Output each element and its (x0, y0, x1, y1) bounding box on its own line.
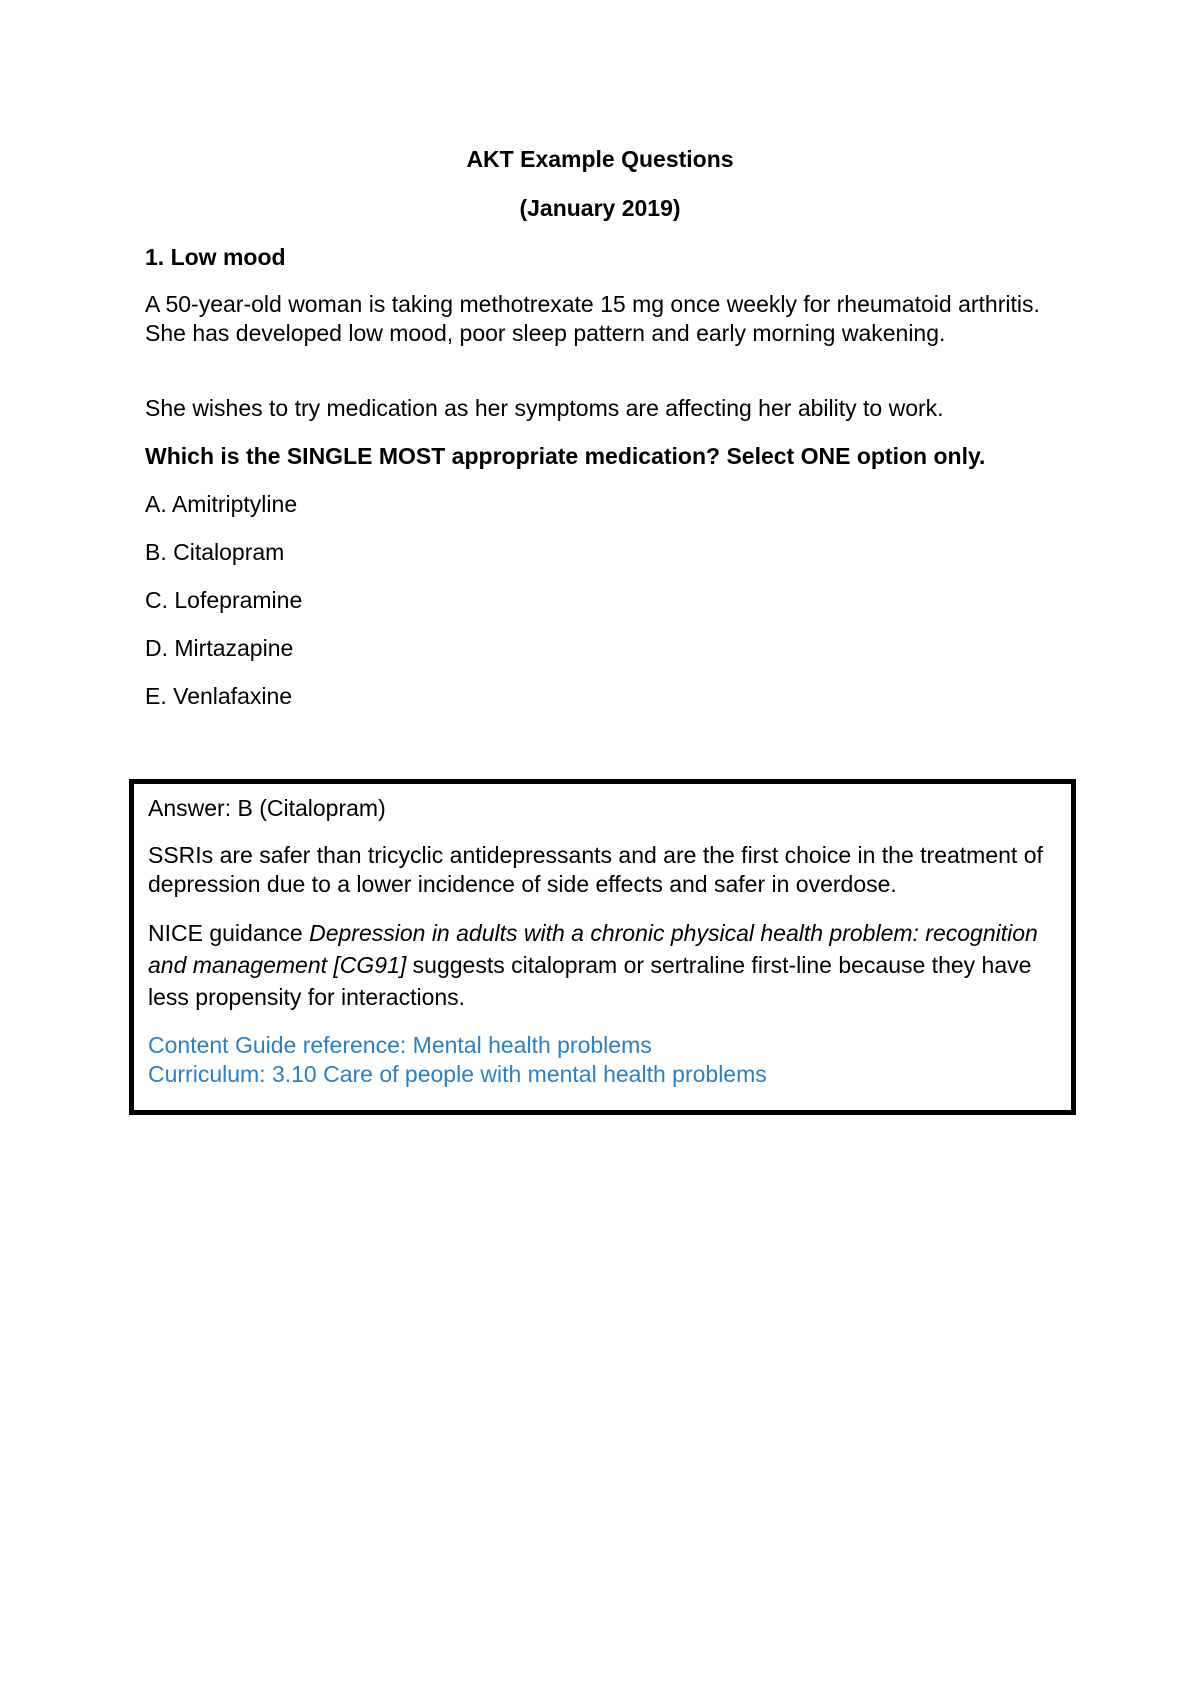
nice-suffix: suggests citalopram or sertraline first-line because they have less propensity for interactions. (148, 952, 1032, 1010)
answer-box (129, 779, 1076, 1115)
curriculum-reference: Curriculum: 3.10 Care of people with mental health problems (148, 1061, 767, 1087)
option-b: B. Citalopram (145, 539, 285, 565)
question-stem-continued: She wishes to try medication as her symptoms are affecting her ability to work. (145, 395, 944, 421)
option-e: E. Venlafaxine (145, 683, 293, 709)
answer-content (148, 794, 1058, 1089)
question-stem: A 50-year-old woman is taking methotrexate 15 mg once weekly for rheumatoid arthritis. She has developed low mood, poor sleep pattern and early morning wakening. (145, 291, 1040, 346)
option-a: A. Amitriptyline (145, 491, 298, 517)
answer-line: Answer: B (Citalopram) (148, 795, 386, 821)
nice-guideline-title: Depression in adults with a chronic physical health problem: recognition and management [CG91] (148, 920, 1038, 978)
references (148, 1031, 1058, 1089)
option-c: C. Lofepramine (145, 587, 303, 613)
option-d: D. Mirtazapine (145, 635, 294, 661)
nice-guidance (148, 917, 1058, 1013)
answer-explanation: SSRIs are safer than tricyclic antidepressants and are the first choice in the treatment of depression due to a lower incidence of side effects and safer in overdose. (148, 842, 1043, 897)
nice-prefix: NICE guidance (148, 920, 310, 946)
question-heading: 1. Low mood (145, 244, 286, 270)
document-date: (January 2019) (519, 195, 681, 221)
question-instruction: Which is the SINGLE MOST appropriate medication? Select ONE option only. (145, 443, 986, 469)
content-guide-reference: Content Guide reference: Mental health problems (148, 1032, 652, 1058)
document-title: AKT Example Questions (466, 146, 734, 172)
